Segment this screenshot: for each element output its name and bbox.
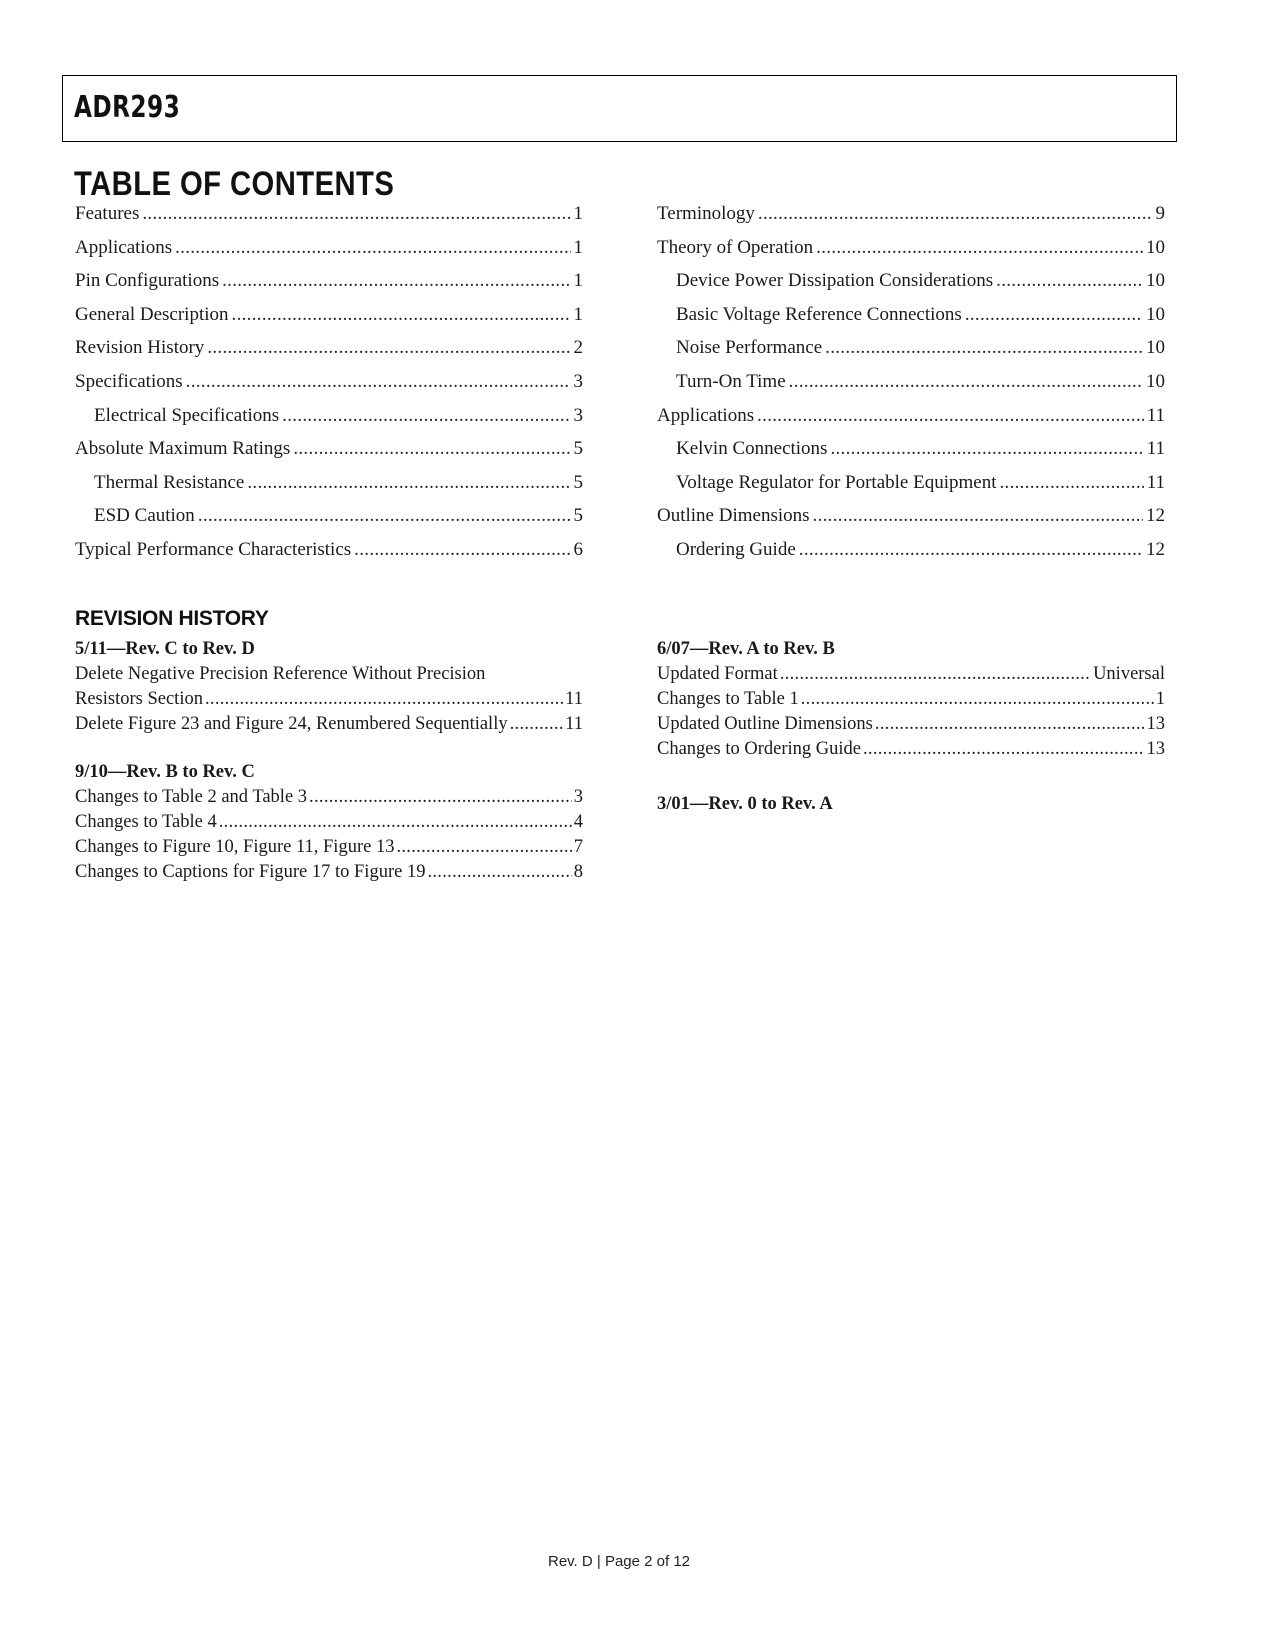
rev-c-title: 9/10—Rev. B to Rev. C bbox=[75, 762, 255, 782]
toc-title: TABLE OF CONTENTS bbox=[74, 165, 395, 203]
toc-entry-electrical-specifications[interactable]: Electrical Specifications ..... 3 bbox=[75, 405, 583, 439]
toc-entry-terminology[interactable]: Terminology ..... 9 bbox=[657, 203, 1165, 237]
toc-entry-turn-on-time[interactable]: Turn-On Time ..... 10 bbox=[657, 371, 1165, 405]
toc-entry-thermal-resistance[interactable]: Thermal Resistance ..... 5 bbox=[75, 472, 583, 506]
rev-c-line: Changes to Figure 10, Figure 11, Figure 13 ..... 7 bbox=[75, 835, 583, 860]
toc-entry-features[interactable]: Features ..... 1 bbox=[75, 203, 583, 237]
rev-d-title: 5/11—Rev. C to Rev. D bbox=[75, 639, 255, 659]
toc-entry-revision-history[interactable]: Revision History ..... 2 bbox=[75, 337, 583, 371]
header-box bbox=[62, 75, 1177, 142]
rev-a-block bbox=[657, 792, 1165, 817]
toc-left-column bbox=[75, 203, 583, 573]
rev-d-line: Delete Negative Precision Reference Without Precision bbox=[75, 664, 486, 684]
rev-b-line: Changes to Ordering Guide ..... 13 bbox=[657, 737, 1165, 762]
toc-entry-theory-of-operation[interactable]: Theory of Operation ..... 10 bbox=[657, 237, 1165, 271]
toc-entry-specifications[interactable]: Specifications ..... 3 bbox=[75, 371, 583, 405]
page-footer: Rev. D | Page 2 of 12 bbox=[547, 1553, 691, 1570]
rev-c-line: Changes to Table 2 and Table 3 ..... 3 bbox=[75, 785, 583, 810]
revision-history-heading: REVISION HISTORY bbox=[75, 607, 269, 630]
toc-entry-power-dissipation[interactable]: Device Power Dissipation Considerations ..... 10 bbox=[657, 270, 1165, 304]
toc-entry-noise-performance[interactable]: Noise Performance ..... 10 bbox=[657, 337, 1165, 371]
part-number: ADR293 bbox=[74, 90, 181, 125]
rev-a-title: 3/01—Rev. 0 to Rev. A bbox=[657, 794, 833, 814]
rev-b-block bbox=[657, 637, 1165, 762]
toc-entry-typical-performance[interactable]: Typical Performance Characteristics ..... 6 bbox=[75, 539, 583, 573]
toc-entry-kelvin-connections[interactable]: Kelvin Connections ..... 11 bbox=[657, 438, 1165, 472]
toc-entry-applications-2[interactable]: Applications ..... 11 bbox=[657, 405, 1165, 439]
toc-right-column bbox=[657, 203, 1165, 573]
rev-c-line: Changes to Table 4 ..... 4 bbox=[75, 810, 583, 835]
toc-entry-esd-caution[interactable]: ESD Caution ..... 5 bbox=[75, 505, 583, 539]
toc-entry-general-description[interactable]: General Description ..... 1 bbox=[75, 304, 583, 338]
rev-b-line: Updated Outline Dimensions ..... 13 bbox=[657, 712, 1165, 737]
rev-d-block bbox=[75, 637, 583, 737]
rev-c-block bbox=[75, 760, 583, 885]
toc-entry-basic-connections[interactable]: Basic Voltage Reference Connections ..... 10 bbox=[657, 304, 1165, 338]
toc-entry-pin-configurations[interactable]: Pin Configurations ..... 1 bbox=[75, 270, 583, 304]
toc-entry-applications[interactable]: Applications ..... 1 bbox=[75, 237, 583, 271]
rev-b-line: Updated Format ..... Universal bbox=[657, 662, 1165, 687]
rev-d-line: Delete Figure 23 and Figure 24, Renumbered Sequentially ..... 11 bbox=[75, 712, 583, 737]
toc-entry-absolute-maximum-ratings[interactable]: Absolute Maximum Ratings ..... 5 bbox=[75, 438, 583, 472]
rev-b-line: Changes to Table 1 ..... 1 bbox=[657, 687, 1165, 712]
rev-b-title: 6/07—Rev. A to Rev. B bbox=[657, 639, 835, 659]
toc-entry-outline-dimensions[interactable]: Outline Dimensions ..... 12 bbox=[657, 505, 1165, 539]
rev-c-line: Changes to Captions for Figure 17 to Figure 19 ..... 8 bbox=[75, 860, 583, 885]
toc-entry-voltage-regulator[interactable]: Voltage Regulator for Portable Equipment ..... 11 bbox=[657, 472, 1165, 506]
toc-entry-ordering-guide[interactable]: Ordering Guide ..... 12 bbox=[657, 539, 1165, 573]
rev-d-line: Resistors Section ..... 11 bbox=[75, 687, 583, 712]
